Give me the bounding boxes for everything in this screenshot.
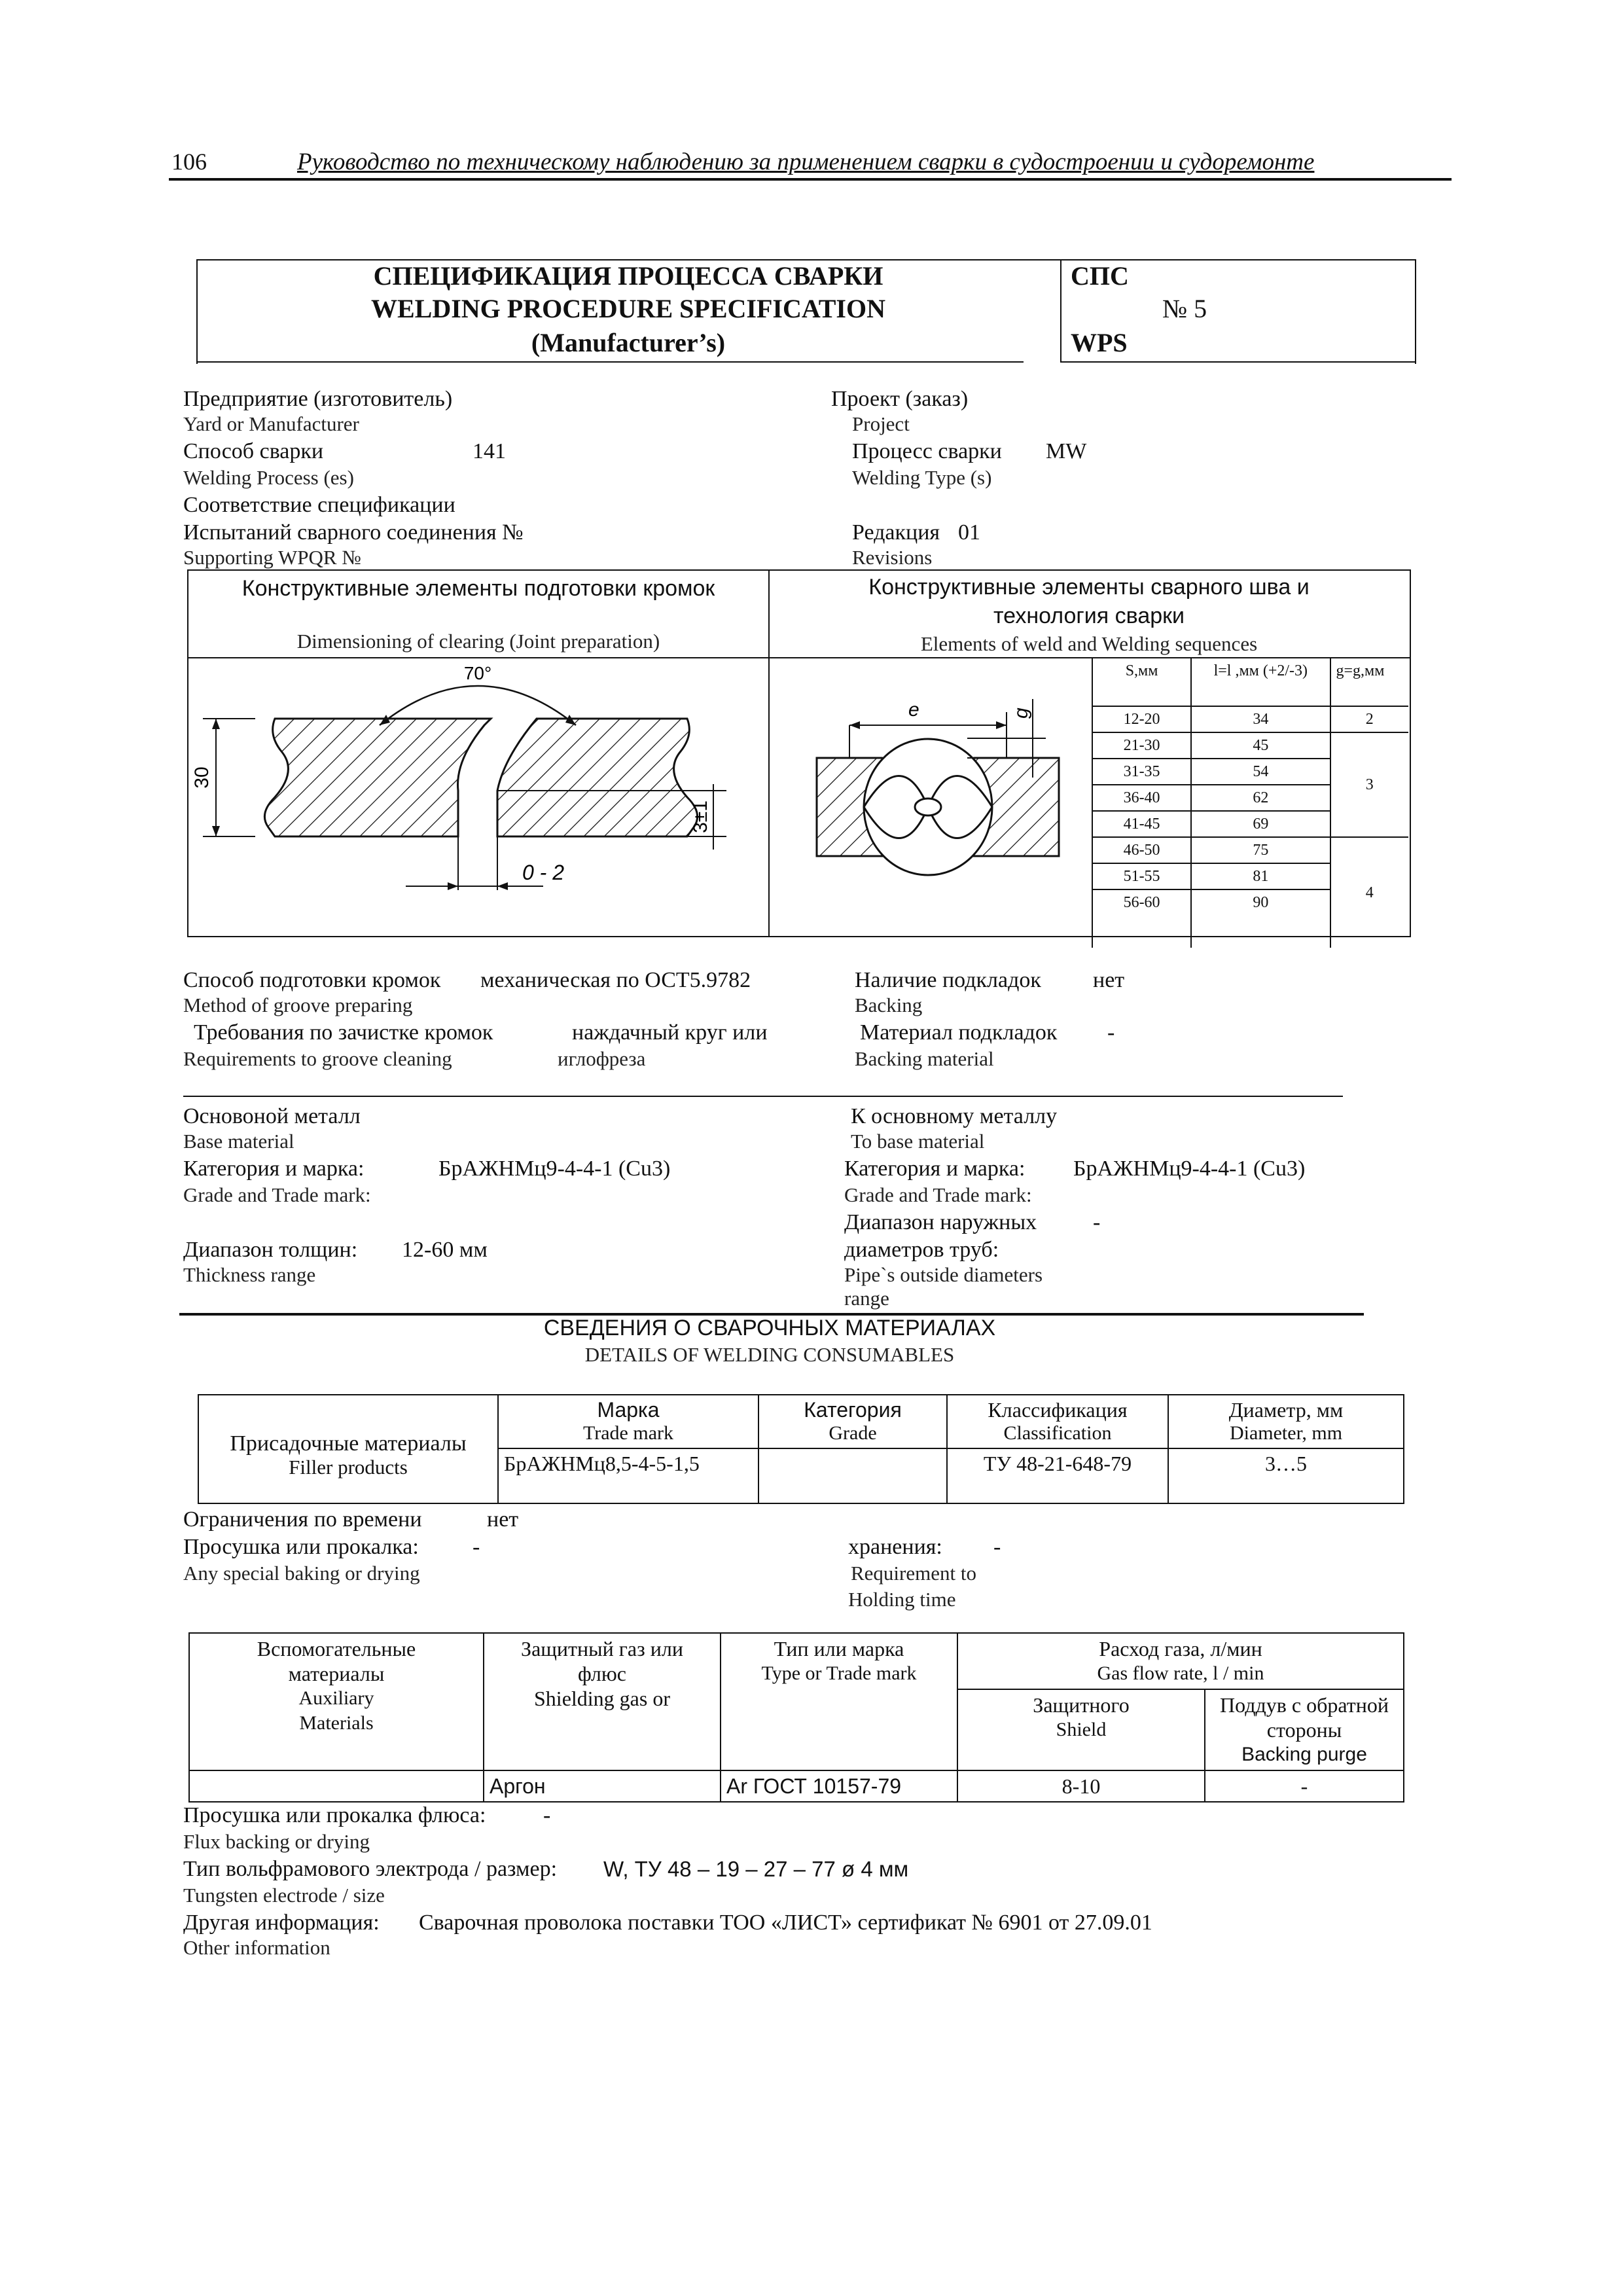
type-label: Процесс сварки xyxy=(852,439,1002,463)
weld-sequence-drawing xyxy=(771,660,1092,933)
shield-value: 8-10 xyxy=(957,1770,1205,1802)
aux-label-en-2: Materials xyxy=(299,1712,374,1734)
backing-label: Наличие подкладок xyxy=(855,968,1041,992)
joint-right-header-2: технология сварки xyxy=(993,603,1185,628)
grade2-value: БрАЖНМц9-4-4-1 (Cu3) xyxy=(1073,1157,1306,1181)
method-label-en: Method of groove preparing xyxy=(183,994,413,1016)
col-category-label-en: Grade xyxy=(829,1422,877,1444)
backing-value: нет xyxy=(1093,968,1125,992)
drying-label: Просушка или прокалка: xyxy=(183,1535,419,1559)
cell-l: 69 xyxy=(1191,811,1330,837)
aux-empty-cell xyxy=(189,1770,484,1802)
col-mark-label-en: Trade mark xyxy=(582,1422,674,1444)
col-category xyxy=(758,1395,947,1448)
cell-l: 34 xyxy=(1191,706,1330,732)
wpqr-label: Испытаний сварного соединения № xyxy=(183,520,524,545)
cell-s: 12-20 xyxy=(1092,706,1191,732)
process-label-en: Welding Process (es) xyxy=(183,466,354,489)
filler-table xyxy=(198,1394,1404,1504)
joint-left-header: Конструктивные элементы подготовки кромок xyxy=(241,576,715,601)
type-header xyxy=(721,1633,957,1770)
gas-label-en: Shielding gas or xyxy=(534,1687,670,1710)
code-en: WPS xyxy=(1071,328,1128,357)
aux-header-row xyxy=(189,1633,1404,1689)
aux-label-en-1: Auxiliary xyxy=(298,1687,374,1709)
diameter-label-1: Диапазон наружных xyxy=(844,1210,1037,1234)
filler-label: Присадочные материалы xyxy=(230,1431,467,1456)
conformity-label: Соответствие спецификации xyxy=(183,493,455,517)
joint-left-header-en: Dimensioning of clearing (Joint preparation) xyxy=(296,630,660,653)
filler-header-row xyxy=(198,1395,1404,1448)
storage-value: - xyxy=(993,1535,1001,1559)
backing-material-value: - xyxy=(1107,1020,1115,1045)
joint-right-header-en: Elements of weld and Welding sequences xyxy=(920,632,1258,655)
storage-label-en-2: Holding time xyxy=(848,1588,956,1611)
revision-label-en: Revisions xyxy=(852,546,933,569)
cell-s: 51-55 xyxy=(1092,863,1191,889)
cell-g: 3 xyxy=(1330,732,1408,837)
aux-label-cell xyxy=(189,1633,484,1770)
aux-value-row xyxy=(189,1770,1404,1802)
diameter-label-en-2: range xyxy=(844,1287,889,1310)
title-bottom-rule-right xyxy=(1061,361,1415,363)
gas-label-2: флюс xyxy=(577,1662,626,1685)
table-row xyxy=(1092,837,1408,863)
col-mark xyxy=(498,1395,758,1448)
e-label: e xyxy=(908,699,919,721)
other-label: Другая информация: xyxy=(183,1910,380,1935)
page-number: 106 xyxy=(171,149,207,175)
cell-l: 75 xyxy=(1191,837,1330,863)
title-ru: СПЕЦИФИКАЦИЯ ПРОЦЕССА СВАРКИ xyxy=(373,261,883,291)
dimension-table xyxy=(1092,658,1408,948)
method-value: механическая по ОСТ5.9782 xyxy=(480,968,751,992)
joint-preparation-drawing xyxy=(190,660,767,933)
title-divider xyxy=(1060,259,1061,363)
aux-label-1: Вспомогательные xyxy=(257,1637,416,1660)
revision-value: 01 xyxy=(958,520,980,545)
process-value: 141 xyxy=(473,439,506,463)
thickness-label-en: Thickness range xyxy=(183,1263,316,1286)
filler-label-cell xyxy=(198,1395,498,1503)
title-subtitle: (Manufacturer’s) xyxy=(531,328,726,357)
table-row xyxy=(1092,706,1408,732)
diameter-label-en-1: Pipe`s outside diameters xyxy=(844,1263,1043,1286)
cell-s: 56-60 xyxy=(1092,889,1191,948)
cell-g: 2 xyxy=(1330,706,1408,732)
diameter-value: 3…5 xyxy=(1168,1448,1404,1503)
type-label-en: Welding Type (s) xyxy=(852,466,992,489)
cell-l: 45 xyxy=(1191,732,1330,759)
table-row xyxy=(1092,732,1408,759)
angle-label: 70° xyxy=(463,663,492,683)
grade-label: Категория и марка: xyxy=(183,1157,365,1181)
grade-label-en: Grade and Trade mark: xyxy=(183,1183,371,1206)
shield-header xyxy=(957,1689,1205,1770)
project-label-en: Project xyxy=(852,412,910,435)
flux-label: Просушка или прокалка флюса: xyxy=(183,1803,486,1827)
manufacturer-label-en: Yard or Manufacturer xyxy=(183,412,359,435)
purge-value: - xyxy=(1205,1770,1404,1802)
manufacturer-label: Предприятие (изготовитель) xyxy=(183,387,453,411)
purge-label-en: Backing purge xyxy=(1241,1744,1367,1765)
base-label: Основоной металл xyxy=(183,1104,361,1128)
title-bottom-rule-left xyxy=(196,361,1024,363)
auxiliary-table xyxy=(188,1632,1404,1803)
storage-label-en-1: Requirement to xyxy=(851,1562,976,1585)
gas-header xyxy=(484,1633,721,1770)
base-label-en: Base material xyxy=(183,1130,294,1153)
flux-label-en: Flux backing or drying xyxy=(183,1830,370,1853)
col-mark-label: Марка xyxy=(597,1398,660,1422)
cell-g: 4 xyxy=(1330,837,1408,948)
consumables-title: СВЕДЕНИЯ О СВАРОЧНЫХ МАТЕРИАЛАХ xyxy=(543,1316,996,1340)
col-diameter-label-en: Diameter, mm xyxy=(1229,1422,1343,1444)
dimension-table-header xyxy=(1092,658,1408,706)
cell-s: 46-50 xyxy=(1092,837,1191,863)
thickness-label: 30 xyxy=(191,766,213,789)
cleaning-value-1: наждачный круг или xyxy=(572,1020,768,1045)
filler-label-en: Filler products xyxy=(289,1456,408,1479)
wps-number: № 5 xyxy=(1162,294,1207,323)
wpqr-label-en: Supporting WPQR № xyxy=(183,546,361,569)
gas-value: Аргон xyxy=(484,1770,721,1802)
storage-label: хранения: xyxy=(848,1535,942,1559)
time-limit-label: Ограничения по времени xyxy=(183,1507,422,1532)
col-l-header: l=l ,мм (+2/-3) xyxy=(1191,658,1330,706)
gas-label-1: Защитный газ или xyxy=(521,1637,683,1660)
to-base-label-en: To base material xyxy=(851,1130,985,1153)
cell-s: 36-40 xyxy=(1092,785,1191,811)
groove-rule xyxy=(183,1096,1343,1097)
thickness-value: 12-60 мм xyxy=(402,1238,488,1262)
consumables-title-en: DETAILS OF WELDING CONSUMABLES xyxy=(584,1343,955,1366)
classification-value: ТУ 48-21-648-79 xyxy=(947,1448,1168,1503)
method-label: Способ подготовки кромок xyxy=(183,968,441,992)
col-classification-label-en: Classification xyxy=(1003,1422,1112,1444)
time-limit-value: нет xyxy=(487,1507,519,1532)
flow-header xyxy=(957,1633,1404,1689)
cell-s: 31-35 xyxy=(1092,759,1191,785)
other-label-en: Other information xyxy=(183,1936,330,1959)
col-category-label: Категория xyxy=(804,1398,902,1422)
col-classification xyxy=(947,1395,1168,1448)
flow-label-en: Gas flow rate, l / min xyxy=(1097,1662,1264,1684)
code-ru: СПС xyxy=(1071,261,1129,291)
tungsten-label-en: Tungsten electrode / size xyxy=(183,1884,385,1907)
running-title: Руководство по техническому наблюдению за применением сварки в судостроении и судоремонте xyxy=(297,149,1315,175)
col-diameter xyxy=(1168,1395,1404,1448)
cell-l: 90 xyxy=(1191,889,1330,948)
type-value: Ar ГОСТ 10157-79 xyxy=(721,1770,957,1802)
grade2-label: Категория и марка: xyxy=(844,1157,1026,1181)
type-value: MW xyxy=(1046,439,1087,463)
cleaning-label: Требования по зачистке кромок xyxy=(194,1020,493,1045)
title-en: WELDING PROCEDURE SPECIFICATION xyxy=(370,294,885,323)
revision-label: Редакция xyxy=(852,520,940,545)
backing-material-label: Материал подкладок xyxy=(860,1020,1058,1045)
backing-material-label-en: Backing material xyxy=(855,1047,994,1070)
purge-header xyxy=(1205,1689,1404,1770)
backing-label-en: Backing xyxy=(855,994,923,1016)
tungsten-value: W, ТУ 48 – 19 – 27 – 77 ø 4 мм xyxy=(603,1857,909,1881)
gap-label: 0 - 2 xyxy=(522,861,565,884)
grade2-label-en: Grade and Trade mark: xyxy=(844,1183,1032,1206)
thickness-label: Диапазон толщин: xyxy=(183,1238,358,1262)
cleaning-value-2: иглофреза xyxy=(558,1047,646,1070)
cell-s: 41-45 xyxy=(1092,811,1191,837)
flux-value: - xyxy=(543,1803,551,1827)
col-s-header: S,мм xyxy=(1092,658,1191,706)
cell-l: 81 xyxy=(1191,863,1330,889)
shield-label: Защитного xyxy=(1033,1693,1130,1717)
grade-value: БрАЖНМц9-4-4-1 (Cu3) xyxy=(438,1157,671,1181)
purge-label-2: стороны xyxy=(1266,1718,1342,1742)
header-rule xyxy=(169,178,1452,181)
purge-label-1: Поддув с обратной xyxy=(1220,1693,1389,1717)
cell-l: 62 xyxy=(1191,785,1330,811)
g-label: g xyxy=(1010,708,1032,719)
category-value xyxy=(758,1448,947,1503)
process-label: Способ сварки xyxy=(183,439,324,463)
col-g-header: g=g,мм xyxy=(1330,658,1408,706)
project-label: Проект (заказ) xyxy=(831,387,969,411)
other-value: Сварочная проволока поставки ТОО «ЛИСТ» сертификат № 6901 от 27.09.01 xyxy=(419,1910,1152,1935)
type-label: Тип или марка xyxy=(774,1637,904,1660)
col-classification-label: Классификация xyxy=(988,1398,1128,1422)
shield-label-en: Shield xyxy=(1056,1719,1107,1740)
drying-label-en: Any special baking or drying xyxy=(183,1562,420,1585)
cell-s: 21-30 xyxy=(1092,732,1191,759)
joint-right-header-1: Конструктивные элементы сварного шва и xyxy=(868,575,1310,600)
tungsten-label: Тип вольфрамового электрода / размер: xyxy=(183,1857,558,1881)
type-label-en: Type or Trade mark xyxy=(761,1662,917,1684)
aux-label-2: материалы xyxy=(288,1662,385,1685)
root-face-label: 3±1 xyxy=(690,800,711,833)
cleaning-label-en: Requirements to groove cleaning xyxy=(183,1047,452,1070)
mark-value: БрАЖНМц8,5-4-5-1,5 xyxy=(498,1448,758,1503)
to-base-label: К основному металлу xyxy=(851,1104,1058,1128)
drying-value: - xyxy=(473,1535,480,1559)
flow-label: Расход газа, л/мин xyxy=(1099,1637,1262,1660)
cell-l: 54 xyxy=(1191,759,1330,785)
col-diameter-label: Диаметр, мм xyxy=(1228,1398,1344,1422)
diameter-value: - xyxy=(1093,1210,1101,1234)
diameter-label-2: диаметров труб: xyxy=(844,1238,999,1262)
